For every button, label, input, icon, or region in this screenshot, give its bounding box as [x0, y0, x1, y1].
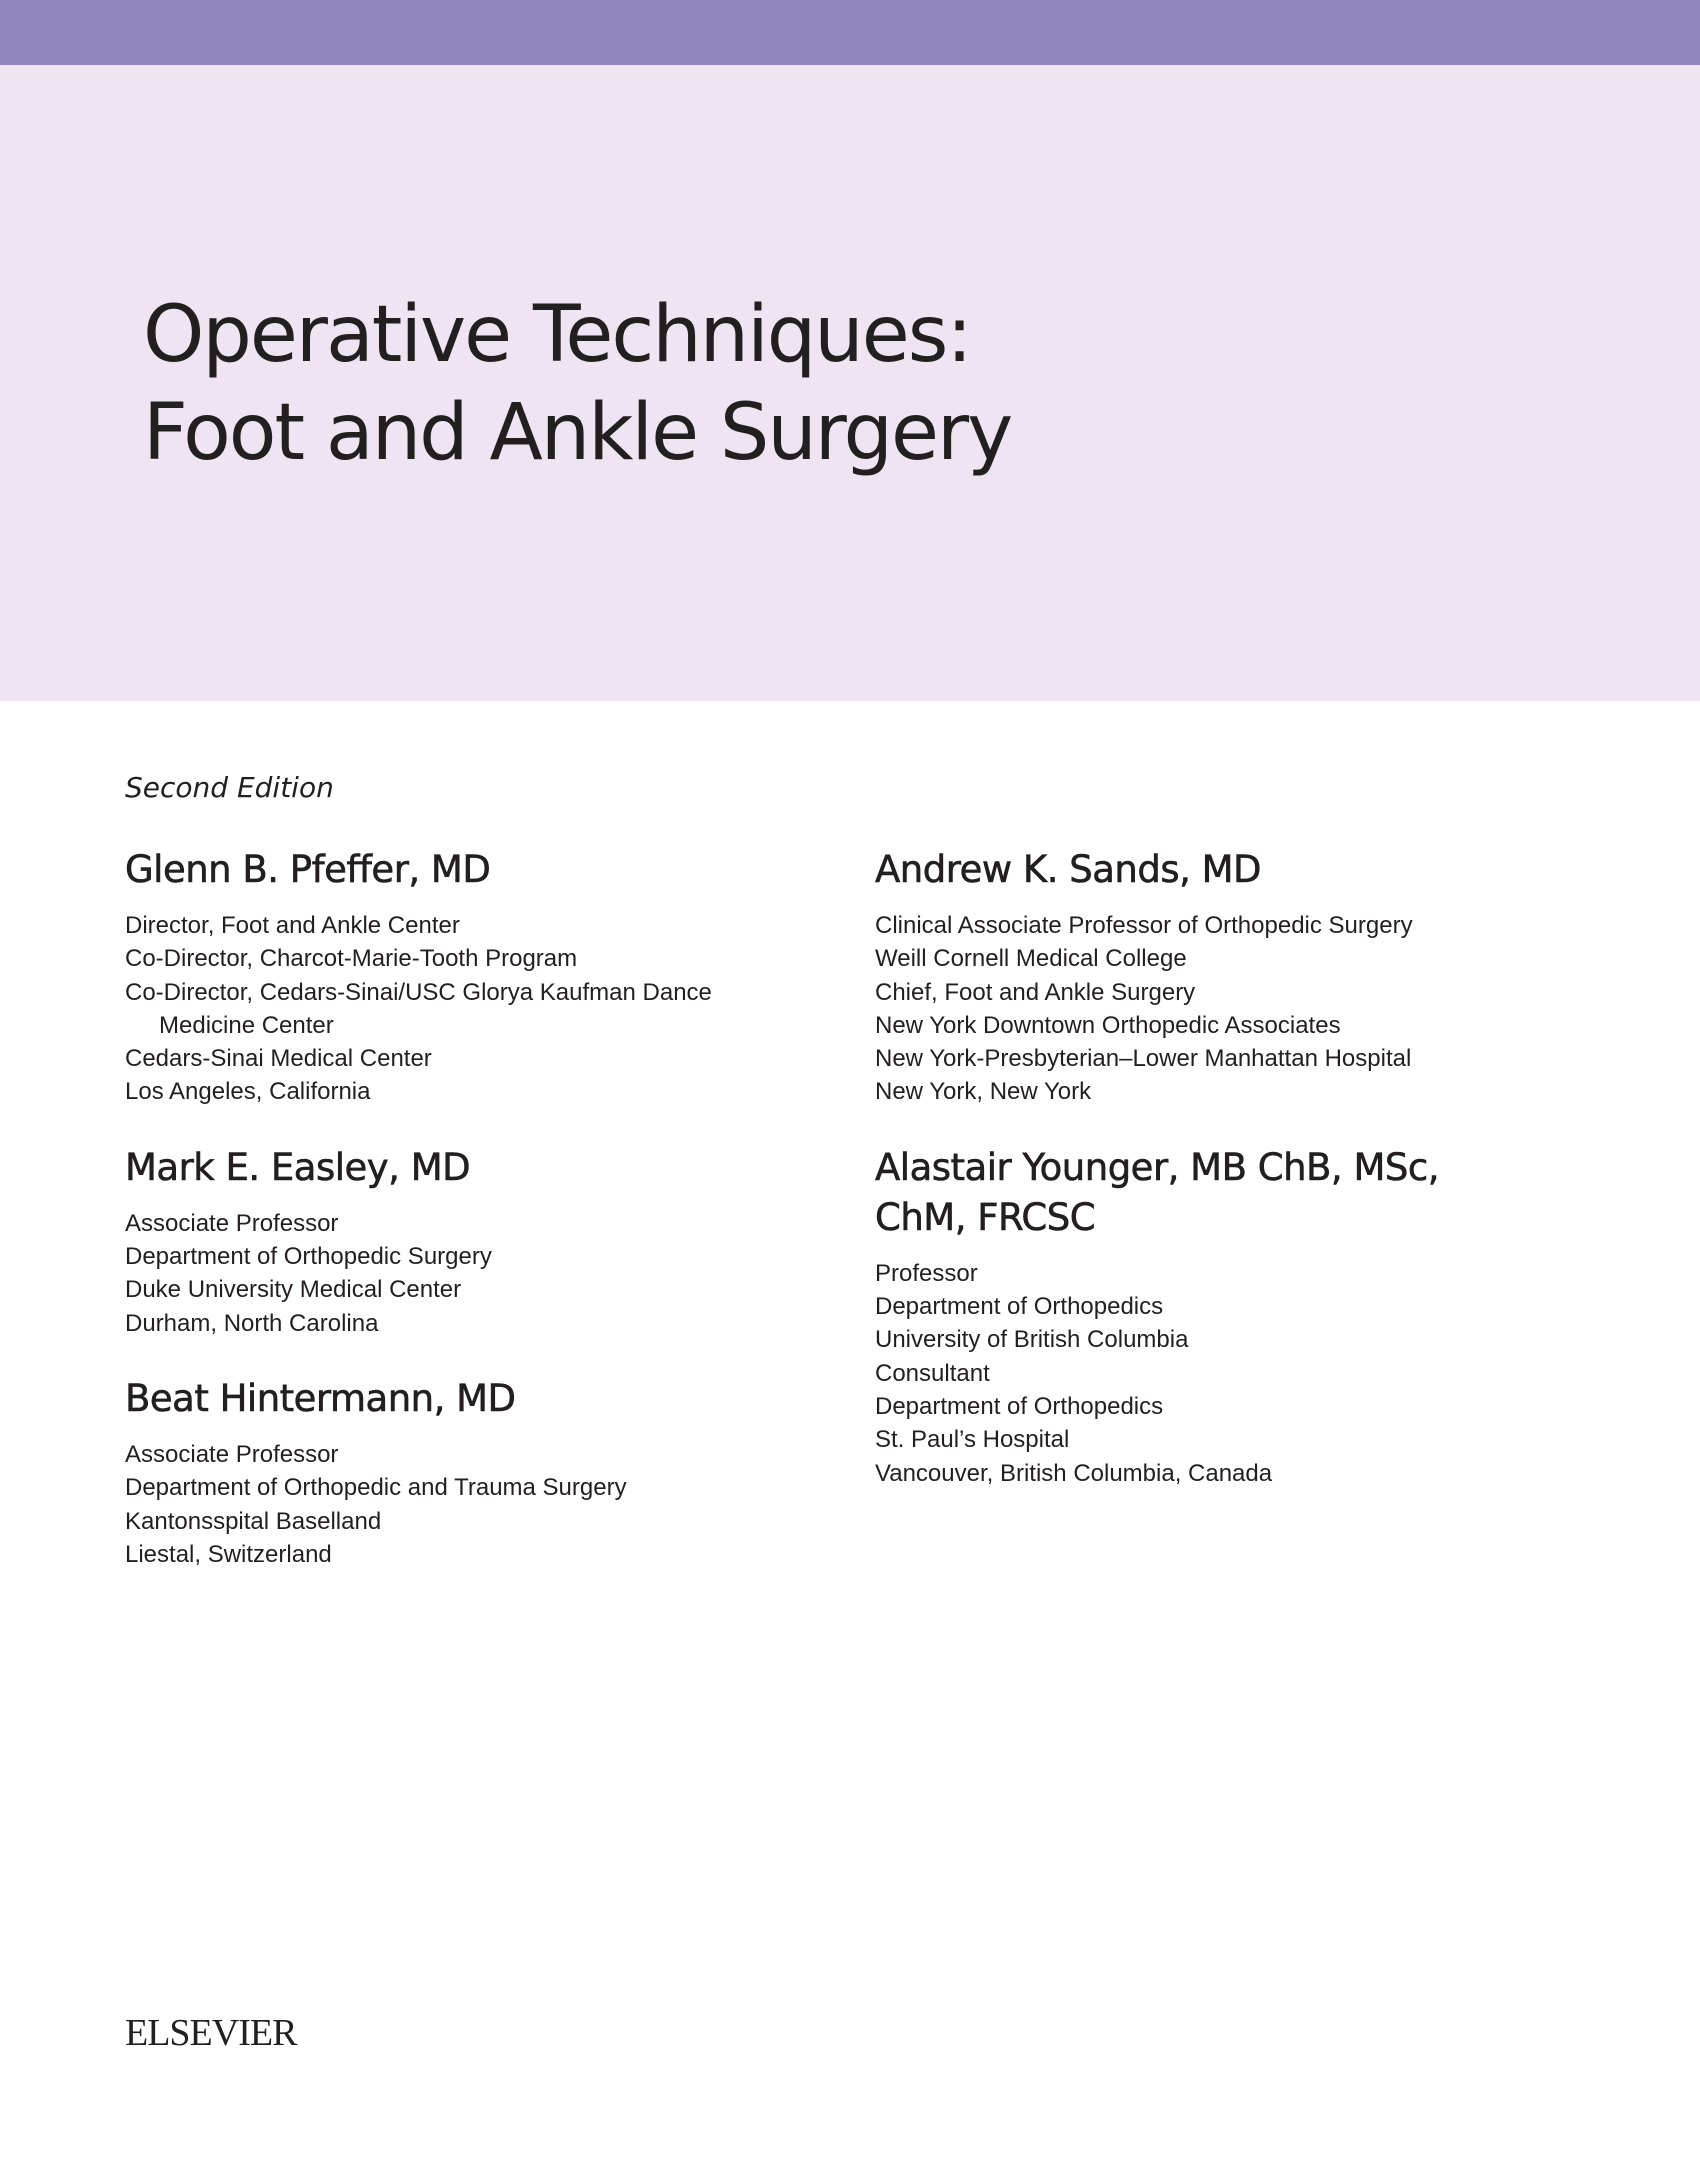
- publisher-logo: ELSEVIER: [125, 2012, 297, 2054]
- affiliation-line: New York, New York: [875, 1078, 1092, 1106]
- affiliation-line: New York-Presbyterian–Lower Manhattan Hospital: [875, 1045, 1412, 1073]
- author-block: [125, 1374, 905, 1571]
- affiliation-line: Vancouver, British Columbia, Canada: [875, 1459, 1273, 1487]
- author-name: [875, 1143, 1655, 1243]
- affiliation-line: Clinical Associate Professor of Orthopedic Surgery: [875, 912, 1413, 939]
- authors-right-column: [875, 845, 1655, 1524]
- affiliation-line: Co-Director, Cedars-Sinai/USC Glorya Kaufman Dance: [125, 978, 712, 1006]
- author-block: [125, 845, 905, 1109]
- author-block: [125, 1143, 905, 1340]
- affiliation-line: Duke University Medical Center: [125, 1276, 462, 1304]
- author-affiliations: [125, 909, 905, 1109]
- author-affiliations: [875, 909, 1655, 1109]
- author-name-line-1: Alastair Younger, MB ChB, MSc,: [875, 1145, 1439, 1189]
- book-title-line-2: Foot and Ankle Surgery: [143, 388, 1012, 478]
- edition-label: Second Edition: [125, 771, 334, 804]
- authors-left-column: [125, 845, 905, 1605]
- author-affiliations: [125, 1207, 905, 1340]
- affiliation-line: St. Paul’s Hospital: [875, 1426, 1070, 1454]
- affiliation-line: Cedars-Sinai Medical Center: [125, 1045, 432, 1073]
- affiliation-line: Professor: [875, 1259, 978, 1287]
- affiliation-line: Chief, Foot and Ankle Surgery: [875, 978, 1196, 1006]
- affiliation-line: University of British Columbia: [875, 1326, 1189, 1354]
- affiliation-line: Liestal, Switzerland: [125, 1540, 332, 1568]
- author-affiliations: [125, 1438, 905, 1571]
- book-title: [143, 286, 1011, 482]
- affiliation-line: Los Angeles, California: [125, 1078, 371, 1106]
- author-affiliations: [875, 1257, 1655, 1490]
- author-block: [875, 1143, 1655, 1490]
- book-title-line-1: Operative Techniques:: [143, 290, 971, 380]
- affiliation-line: Department of Orthopedics: [875, 1293, 1164, 1321]
- affiliation-line: Consultant: [875, 1359, 990, 1387]
- author-name: Mark E. Easley, MD: [125, 1145, 471, 1189]
- author-name-line-2: ChM, FRCSC: [875, 1195, 1096, 1239]
- affiliation-line: New York Downtown Orthopedic Associates: [875, 1011, 1341, 1039]
- affiliation-line: Weill Cornell Medical College: [875, 945, 1187, 973]
- author-name: Andrew K. Sands, MD: [875, 848, 1262, 891]
- affiliation-line: Durham, North Carolina: [125, 1309, 379, 1337]
- author-name: Beat Hintermann, MD: [125, 1376, 516, 1420]
- affiliation-line: Kantonsspital Baselland: [125, 1507, 382, 1535]
- affiliation-line: Associate Professor: [125, 1440, 339, 1468]
- affiliation-line: Medicine Center: [159, 1011, 334, 1039]
- affiliation-line: Department of Orthopedic Surgery: [125, 1243, 492, 1271]
- affiliation-line: Co-Director, Charcot-Marie-Tooth Program: [125, 945, 578, 973]
- affiliation-line: Department of Orthopedic and Trauma Surgery: [125, 1474, 627, 1502]
- affiliation-line: Associate Professor: [125, 1209, 339, 1237]
- author-block: [875, 845, 1655, 1109]
- top-color-band: [0, 0, 1700, 65]
- author-name: Glenn B. Pfeffer, MD: [125, 848, 491, 891]
- affiliation-line: Department of Orthopedics: [875, 1392, 1164, 1420]
- affiliation-line: Director, Foot and Ankle Center: [125, 912, 460, 939]
